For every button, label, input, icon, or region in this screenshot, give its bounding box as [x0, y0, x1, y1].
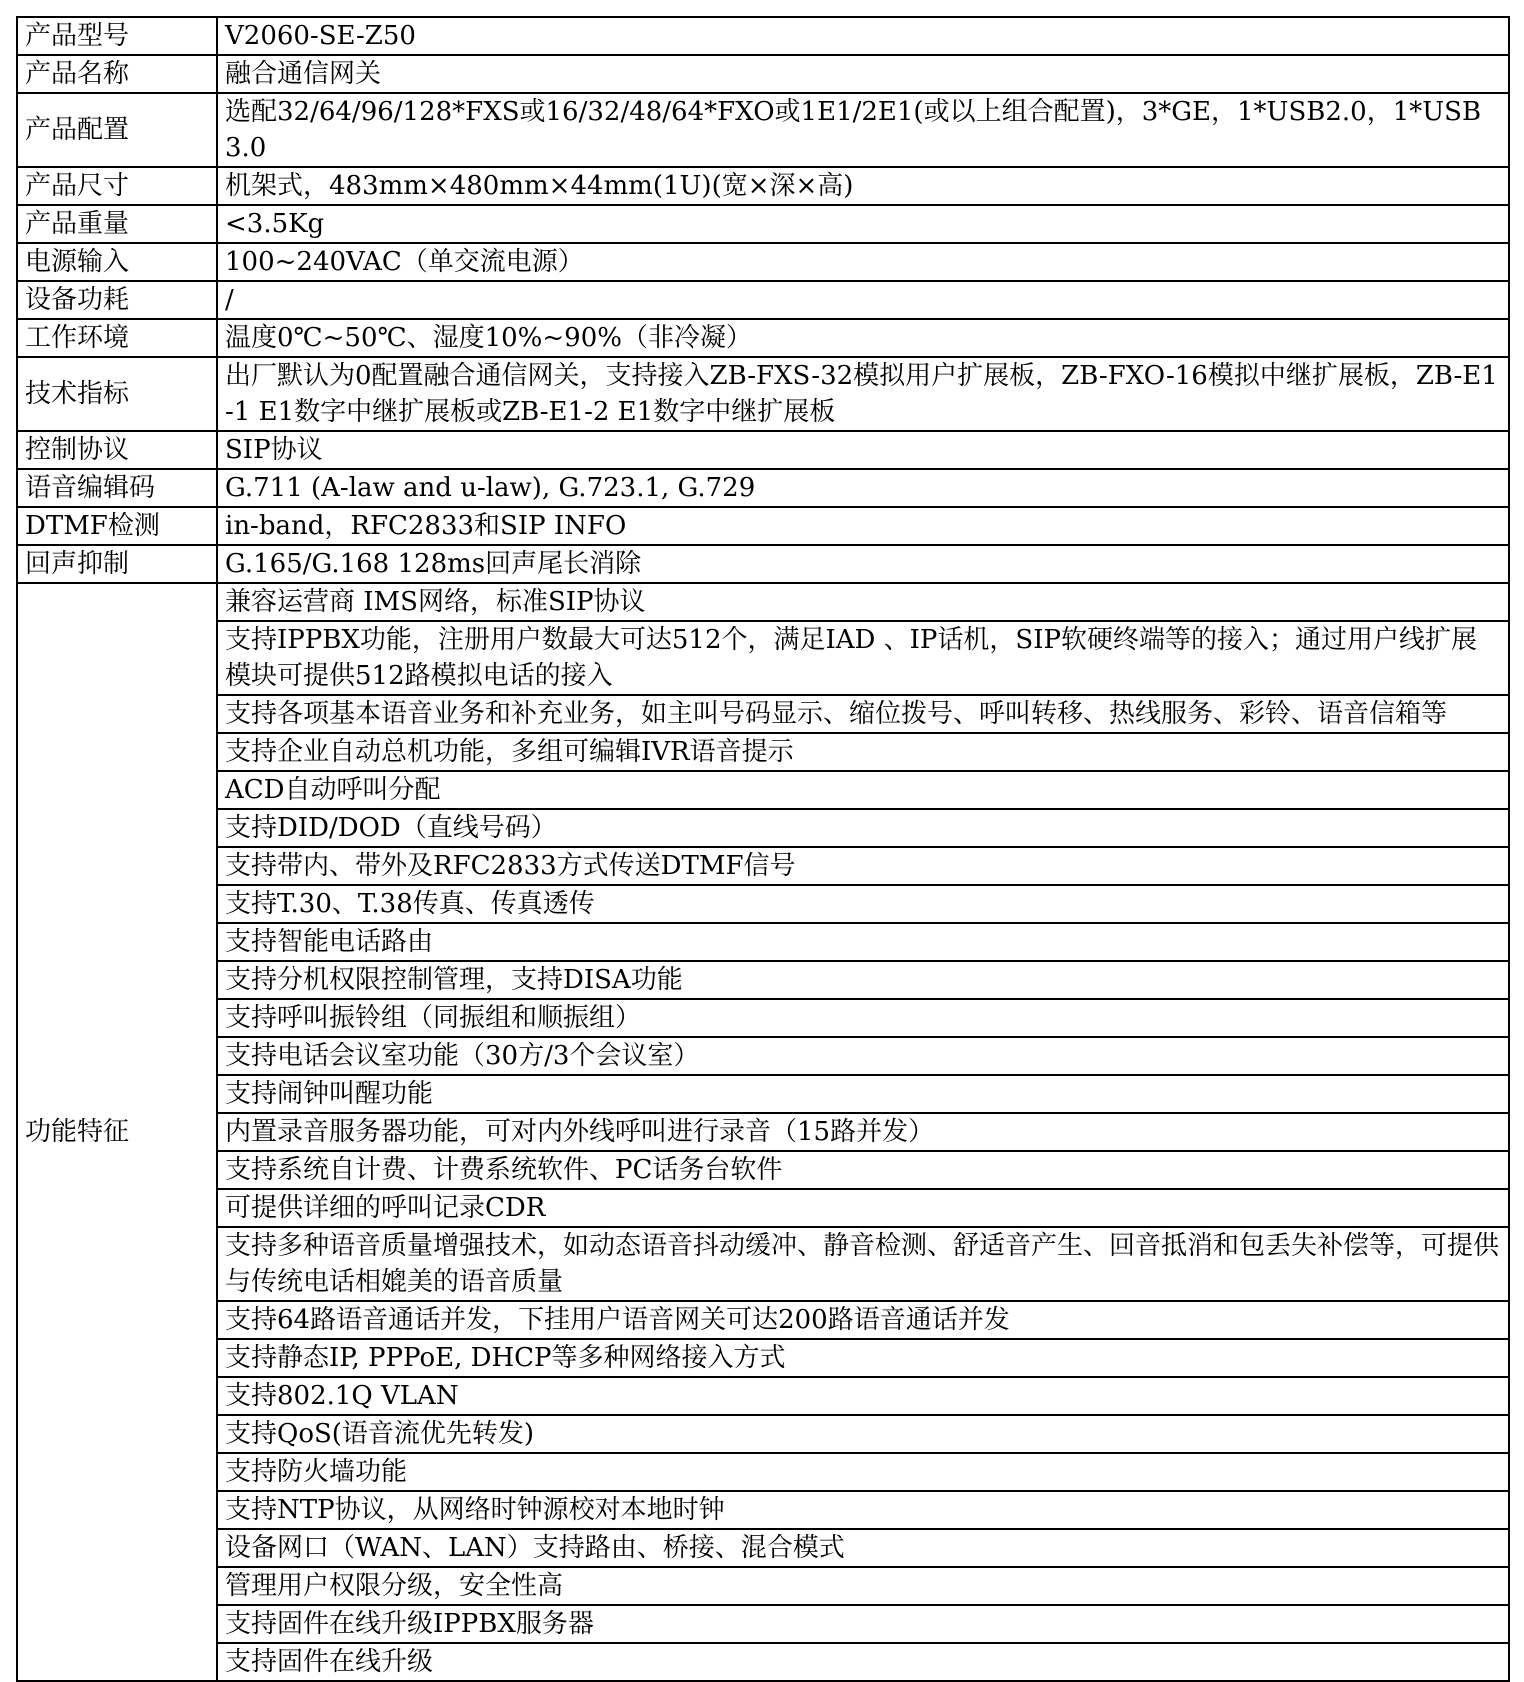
- table-row: [17, 923, 1509, 961]
- table-row: [17, 1567, 1509, 1605]
- spec-table-body: [17, 17, 1509, 1681]
- spec-label: 产品配置: [17, 93, 217, 167]
- spec-label: 回声抑制: [17, 545, 217, 583]
- spec-label: 技术指标: [17, 357, 217, 431]
- feature-item: 支持带内、带外及RFC2833方式传送DTMF信号: [217, 847, 1509, 885]
- spec-value: G.165/G.168 128ms回声尾长消除: [217, 545, 1509, 583]
- table-row: [17, 885, 1509, 923]
- table-row: [17, 1075, 1509, 1113]
- table-row: [17, 1113, 1509, 1151]
- feature-item: 可提供详细的呼叫记录CDR: [217, 1189, 1509, 1227]
- table-row: [17, 695, 1509, 733]
- table-row: [17, 999, 1509, 1037]
- feature-item: 支持各项基本语音业务和补充业务，如主叫号码显示、缩位拨号、呼叫转移、热线服务、彩铃、语音信箱等: [217, 695, 1509, 733]
- feature-item: 支持呼叫振铃组（同振组和顺振组）: [217, 999, 1509, 1037]
- spec-value: V2060-SE-Z50: [217, 17, 1509, 55]
- table-row: [17, 93, 1509, 167]
- feature-item: ACD自动呼叫分配: [217, 771, 1509, 809]
- table-row: [17, 847, 1509, 885]
- table-row: [17, 319, 1509, 357]
- spec-label: 电源输入: [17, 243, 217, 281]
- table-row: [17, 357, 1509, 431]
- table-row: [17, 431, 1509, 469]
- spec-label: 工作环境: [17, 319, 217, 357]
- feature-item: 支持DID/DOD（直线号码）: [217, 809, 1509, 847]
- table-row: [17, 1643, 1509, 1681]
- spec-value: G.711 (A-law and u-law), G.723.1, G.729: [217, 469, 1509, 507]
- spec-label: 控制协议: [17, 431, 217, 469]
- table-row: [17, 1605, 1509, 1643]
- spec-value: 100~240VAC（单交流电源）: [217, 243, 1509, 281]
- feature-item: 管理用户权限分级，安全性高: [217, 1567, 1509, 1605]
- table-row: [17, 1377, 1509, 1415]
- table-row: [17, 469, 1509, 507]
- feature-item: 支持智能电话路由: [217, 923, 1509, 961]
- spec-value: 温度0℃~50℃、湿度10%~90%（非冷凝）: [217, 319, 1509, 357]
- feature-item: 支持64路语音通话并发，下挂用户语音网关可达200路语音通话并发: [217, 1301, 1509, 1339]
- spec-value: 选配32/64/96/128*FXS或16/32/48/64*FXO或1E1/2E1(或以上组合配置)，3*GE，1*USB2.0，1*USB3.0: [217, 93, 1509, 167]
- spec-value: SIP协议: [217, 431, 1509, 469]
- table-row: [17, 1301, 1509, 1339]
- table-row: [17, 1453, 1509, 1491]
- table-row: [17, 1491, 1509, 1529]
- table-row: [17, 1339, 1509, 1377]
- feature-item: 支持QoS(语音流优先转发): [217, 1415, 1509, 1453]
- table-row: [17, 281, 1509, 319]
- feature-item: 支持电话会议室功能（30方/3个会议室）: [217, 1037, 1509, 1075]
- table-row: [17, 1037, 1509, 1075]
- feature-item: 支持静态IP, PPPoE, DHCP等多种网络接入方式: [217, 1339, 1509, 1377]
- table-row: [17, 1529, 1509, 1567]
- table-row: [17, 733, 1509, 771]
- feature-item: 支持分机权限控制管理，支持DISA功能: [217, 961, 1509, 999]
- feature-item: 兼容运营商 IMS网络，标准SIP协议: [217, 583, 1509, 621]
- table-row: [17, 545, 1509, 583]
- spec-label: 语音编辑码: [17, 469, 217, 507]
- table-row: [17, 583, 1509, 621]
- table-row: [17, 17, 1509, 55]
- feature-item: 支持固件在线升级: [217, 1643, 1509, 1681]
- table-row: [17, 621, 1509, 695]
- feature-item: 支持企业自动总机功能，多组可编辑IVR语音提示: [217, 733, 1509, 771]
- table-row: [17, 243, 1509, 281]
- table-row: [17, 1189, 1509, 1227]
- spec-label: 产品重量: [17, 205, 217, 243]
- table-row: [17, 1415, 1509, 1453]
- table-row: [17, 1227, 1509, 1301]
- spec-value: 融合通信网关: [217, 55, 1509, 93]
- spec-value: in-band，RFC2833和SIP INFO: [217, 507, 1509, 545]
- feature-item: 支持IPPBX功能，注册用户数最大可达512个，满足IAD 、IP话机，SIP软硬终端等的接入；通过用户线扩展模块可提供512路模拟电话的接入: [217, 621, 1509, 695]
- spec-table: [16, 16, 1510, 1682]
- feature-item: 支持固件在线升级IPPBX服务器: [217, 1605, 1509, 1643]
- features-label: 功能特征: [17, 583, 217, 1681]
- table-row: [17, 961, 1509, 999]
- feature-item: 支持802.1Q VLAN: [217, 1377, 1509, 1415]
- feature-item: 支持T.30、T.38传真、传真透传: [217, 885, 1509, 923]
- spec-label: 产品尺寸: [17, 167, 217, 205]
- table-row: [17, 167, 1509, 205]
- spec-value: 出厂默认为0配置融合通信网关，支持接入ZB-FXS-32模拟用户扩展板，ZB-FXO-16模拟中继扩展板，ZB-E1-1 E1数字中继扩展板或ZB-E1-2 E1数字中继扩展板: [217, 357, 1509, 431]
- feature-item: 支持系统自计费、计费系统软件、PC话务台软件: [217, 1151, 1509, 1189]
- table-row: [17, 55, 1509, 93]
- table-row: [17, 809, 1509, 847]
- spec-label: DTMF检测: [17, 507, 217, 545]
- feature-item: 支持NTP协议，从网络时钟源校对本地时钟: [217, 1491, 1509, 1529]
- feature-item: 内置录音服务器功能，可对内外线呼叫进行录音（15路并发）: [217, 1113, 1509, 1151]
- table-row: [17, 771, 1509, 809]
- table-row: [17, 507, 1509, 545]
- feature-item: 支持防火墙功能: [217, 1453, 1509, 1491]
- feature-item: 支持闹钟叫醒功能: [217, 1075, 1509, 1113]
- feature-item: 设备网口（WAN、LAN）支持路由、桥接、混合模式: [217, 1529, 1509, 1567]
- table-row: [17, 1151, 1509, 1189]
- spec-value: <3.5Kg: [217, 205, 1509, 243]
- spec-value: /: [217, 281, 1509, 319]
- spec-value: 机架式，483mm×480mm×44mm(1U)(宽×深×高): [217, 167, 1509, 205]
- table-row: [17, 205, 1509, 243]
- feature-item: 支持多种语音质量增强技术，如动态语音抖动缓冲、静音检测、舒适音产生、回音抵消和包丢失补偿等，可提供与传统电话相媲美的语音质量: [217, 1227, 1509, 1301]
- spec-label: 产品名称: [17, 55, 217, 93]
- spec-label: 产品型号: [17, 17, 217, 55]
- spec-label: 设备功耗: [17, 281, 217, 319]
